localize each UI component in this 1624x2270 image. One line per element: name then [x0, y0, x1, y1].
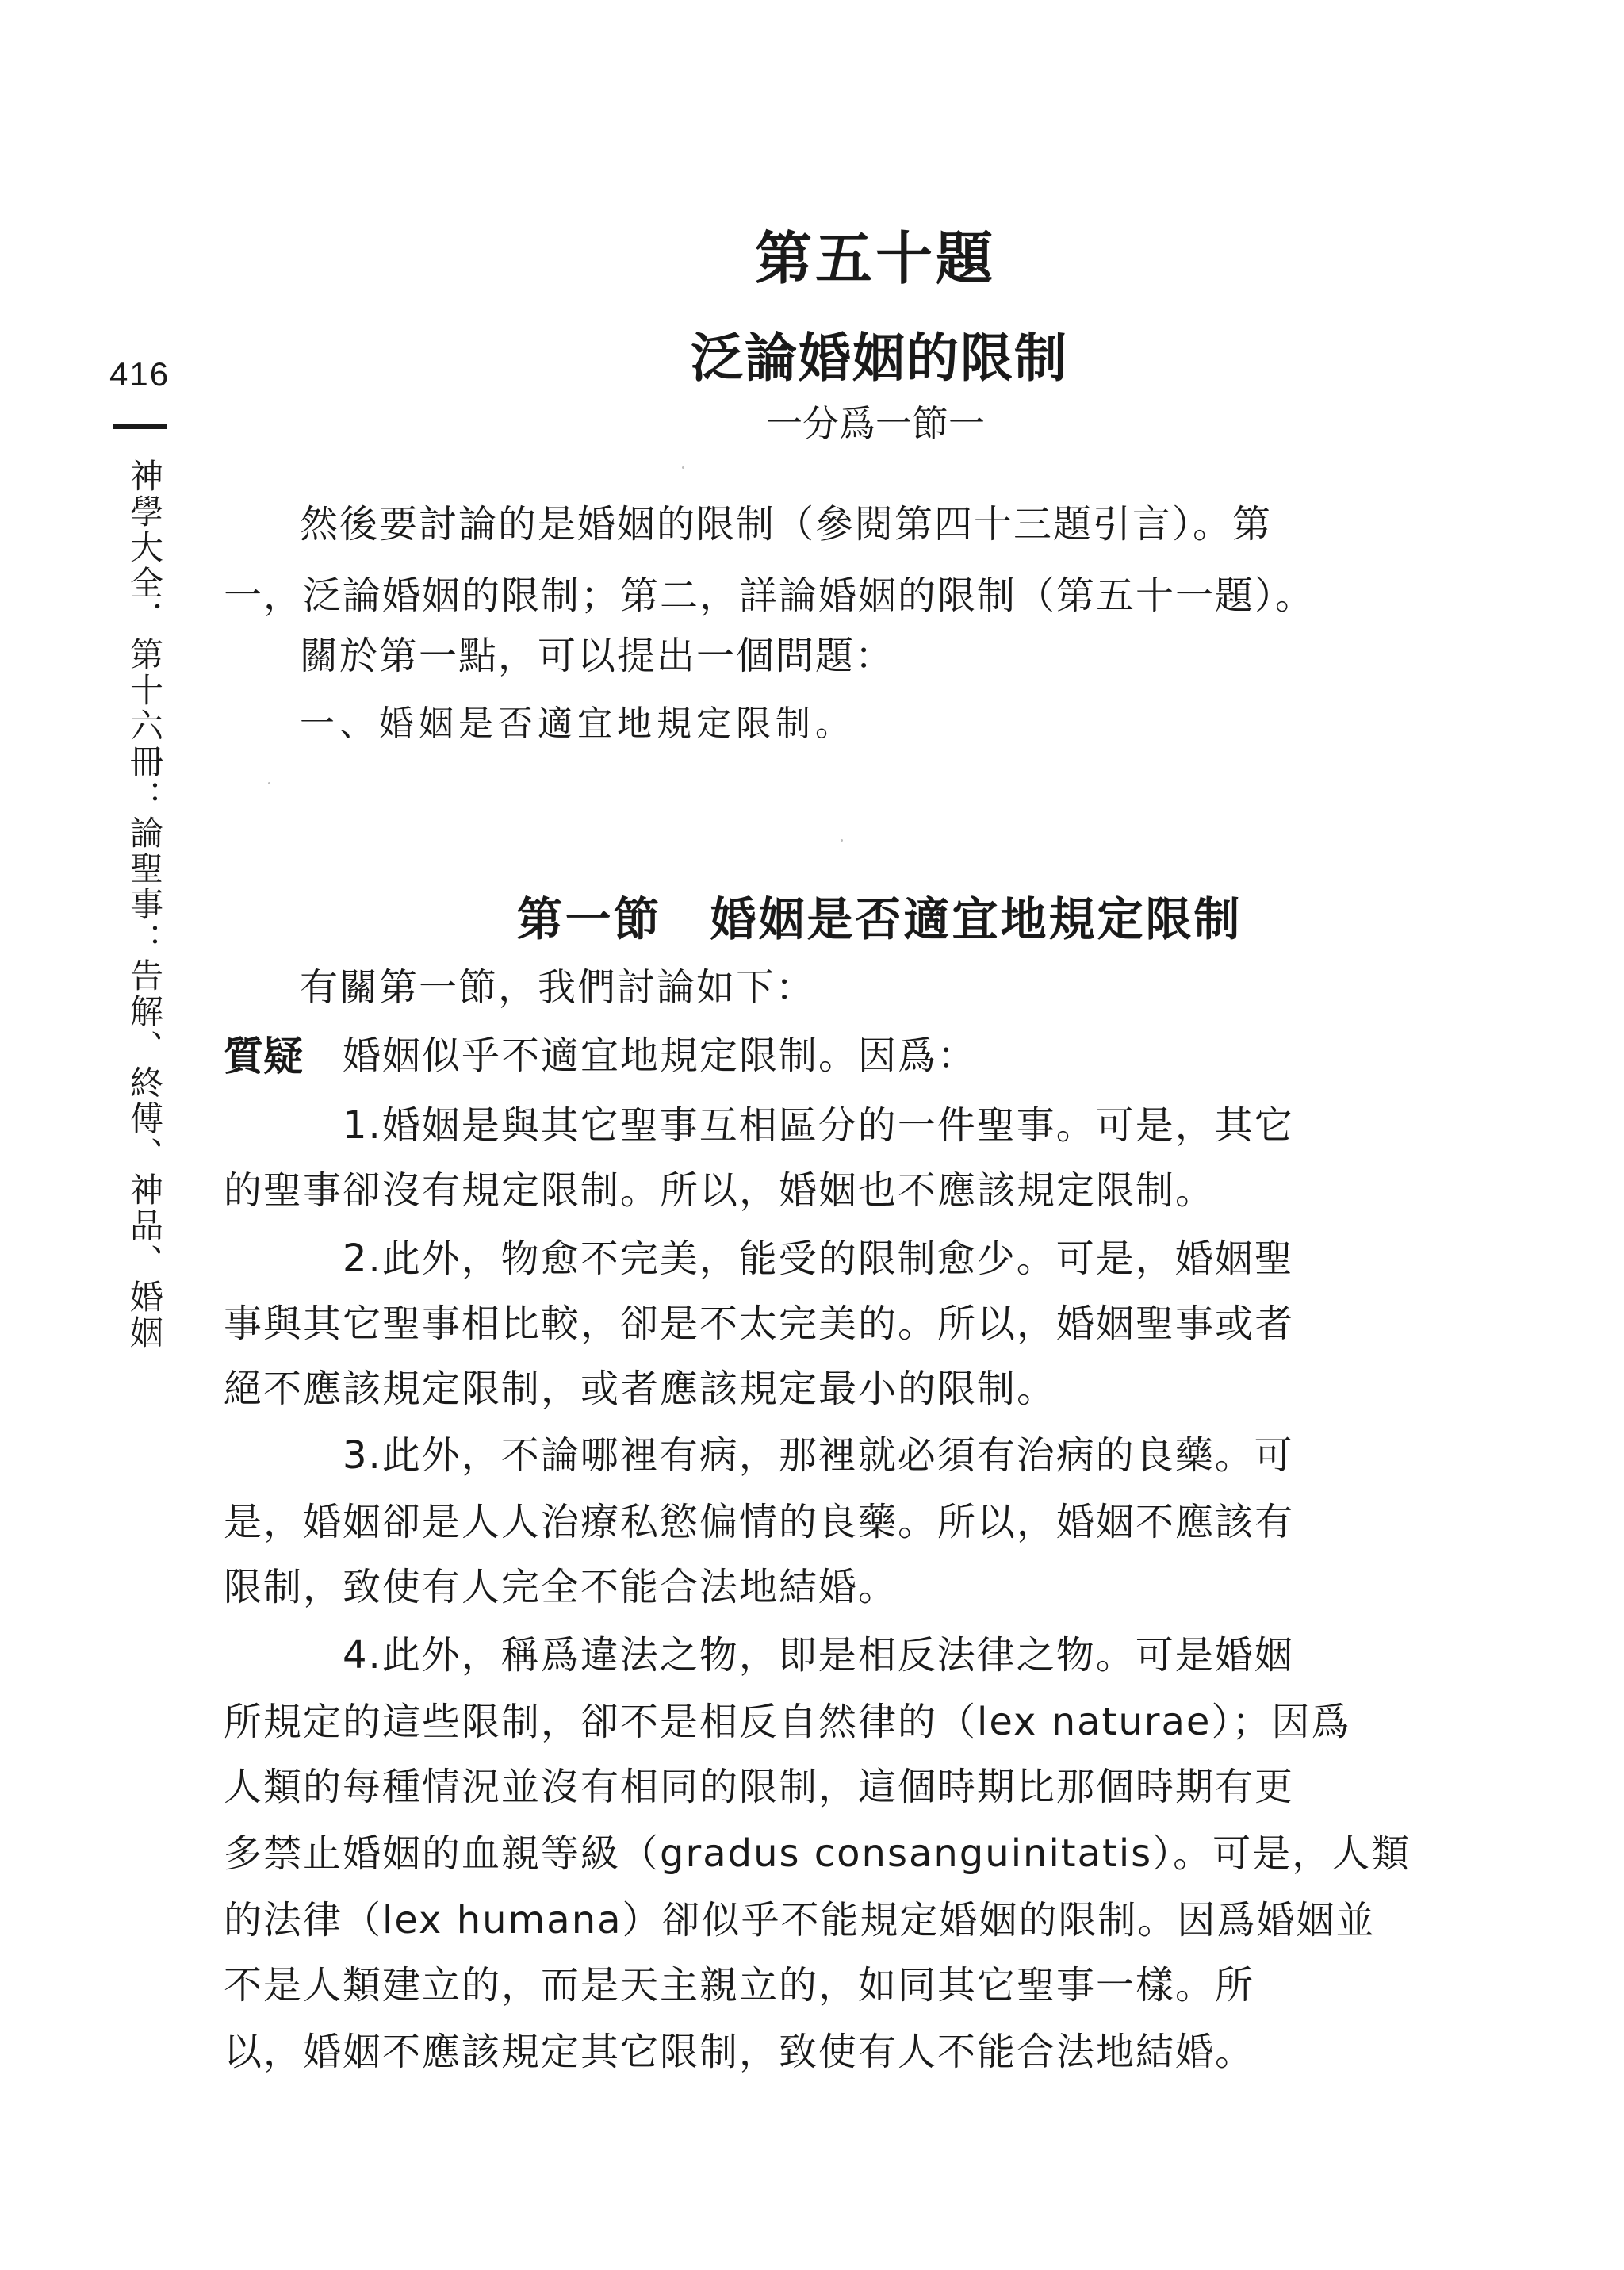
objection-line: 3.此外，不論哪裡有病，那裡就必須有治病的良藥。可 [343, 1433, 1294, 1478]
chapter-title: 第五十題 [754, 224, 996, 292]
objection-line: 2.此外，物愈不完美，能受的限制愈少。可是，婚姻聖 [343, 1237, 1294, 1281]
print-speck [841, 839, 843, 842]
objection-line: 以，婚姻不應該規定其它限制，致使有人不能合法地結婚。 [224, 2030, 1255, 2074]
objection-line: 的法律（lex humana）卻似乎不能規定婚姻的限制。因爲婚姻並 [224, 1898, 1376, 1942]
objection-label: 質疑 [224, 1033, 303, 1079]
intro-line: 一，泛論婚姻的限制；第二，詳論婚姻的限制（第五十一題）。 [224, 573, 1316, 618]
section-intro: 有關第一節，我們討論如下： [300, 965, 816, 1010]
objection-line: 4.此外，稱爲違法之物，即是相反法律之物。可是婚姻 [343, 1633, 1294, 1678]
print-speck [682, 466, 684, 469]
objection-line: 所規定的這些限制，卻不是相反自然律的（lex naturae）；因爲 [224, 1700, 1351, 1744]
section-heading: 第一節 婚姻是否適宜地規定限制 [516, 892, 1243, 946]
objection-line: 限制，致使有人完全不能合法地結婚。 [224, 1565, 898, 1609]
running-head: 神學大全．第十六冊：論聖事：告解、終傅、神品、婚姻 [125, 458, 164, 1351]
objection-line: 不是人類建立的，而是天主親立的，如同其它聖事一樣。所 [224, 1963, 1255, 2007]
objection-line: 的聖事卻沒有規定限制。所以，婚姻也不應該規定限制。 [224, 1168, 1216, 1213]
objection-line: 絕不應該規定限制，或者應該規定最小的限制。 [224, 1367, 1057, 1411]
print-speck [268, 782, 270, 784]
objection-line: 1.婚姻是與其它聖事互相區分的一件聖事。可是，其它 [343, 1103, 1294, 1148]
objection-line: 事與其它聖事相比較，卻是不太完美的。所以，婚姻聖事或者 [224, 1302, 1295, 1346]
division-note: 一分爲一節一 [766, 402, 985, 445]
question-list-item: 一、婚姻是否適宜地規定限制。 [300, 704, 855, 744]
objection-intro: 婚姻似乎不適宜地規定限制。因爲： [343, 1033, 978, 1078]
intro-line: 關於第一點，可以提出一個問題： [300, 634, 895, 678]
objection-line: 人類的每種情況並沒有相同的限制，這個時期比那個時期有更 [224, 1765, 1295, 1809]
chapter-subtitle: 泛論婚姻的限制 [691, 328, 1068, 389]
objection-line: 多禁止婚姻的血親等級（gradus consanguinitatis）。可是，人類 [224, 1831, 1411, 1876]
objection-line: 是，婚姻卻是人人治療私慾偏情的良藥。所以，婚姻不應該有 [224, 1500, 1295, 1544]
page-number: 416 [109, 355, 170, 393]
intro-line: 然後要討論的是婚姻的限制（參閱第四十三題引言）。第 [300, 502, 1273, 546]
